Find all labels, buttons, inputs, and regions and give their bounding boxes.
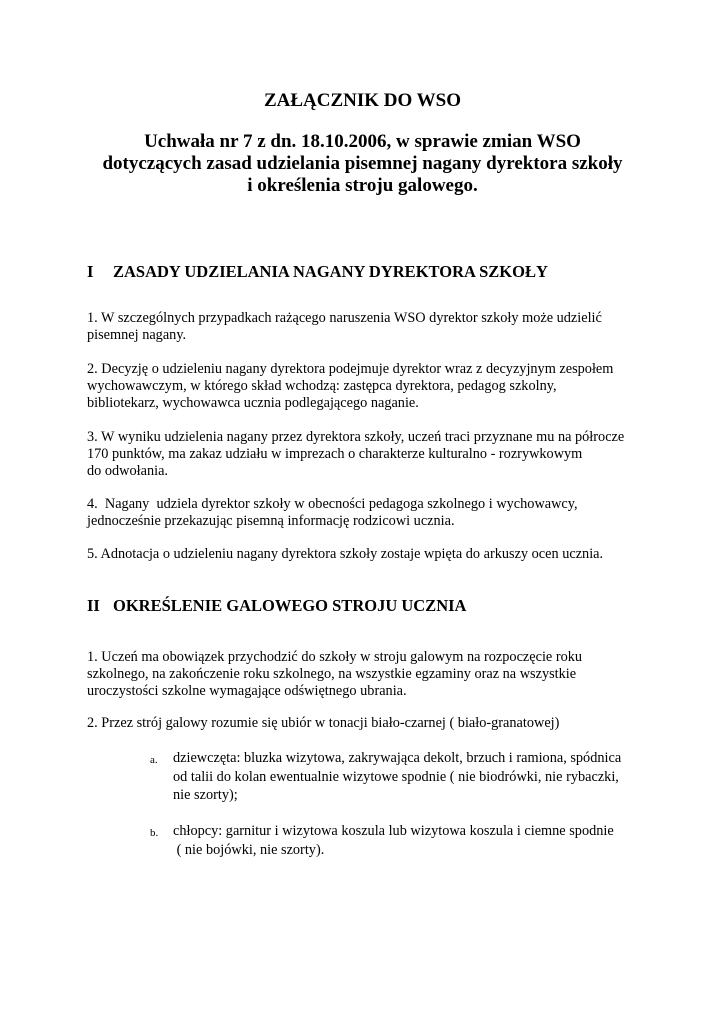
section-title: ZASADY UDZIELANIA NAGANY DYREKTORA SZKOŁY <box>113 262 548 281</box>
list-marker: a. <box>150 754 158 766</box>
list-item-line: od talii do kolan ewentualnie wizytowe spodnie ( nie biodrówki, nie rybaczki, <box>173 768 619 785</box>
section-number: II <box>87 596 100 615</box>
paragraph-line: wychowawczym, w którego skład wchodzą: zastępca dyrektora, pedagog szkolny, <box>87 378 557 394</box>
list-marker: b. <box>150 827 159 839</box>
paragraph <box>87 715 559 732</box>
paragraph-line: 1. W szczególnych przypadkach rażącego naruszenia WSO dyrektor szkoły może udzielić <box>87 310 602 326</box>
paragraph-line: 2. Decyzję o udzieleniu nagany dyrektora podejmuje dyrektor wraz z decyzyjnym zespołem <box>87 361 614 377</box>
document-title: ZAŁĄCZNIK DO WSO <box>263 90 462 111</box>
list-item-line: chłopcy: garnitur i wizytowa koszula lub wizytowa koszula i ciemne spodnie <box>173 823 614 839</box>
section-heading-2 <box>87 596 466 616</box>
list-item-line: ( nie bojówki, nie szorty). <box>173 841 325 858</box>
paragraph-line: pisemnej nagany. <box>87 327 187 343</box>
paragraph <box>87 429 624 480</box>
paragraph-line: 1. Uczeń ma obowiązek przychodzić do szkoły w stroju galowym na rozpoczęcie roku <box>87 649 583 665</box>
paragraph <box>87 649 582 700</box>
paragraph-line: bibliotekarz, wychowawca ucznia podlegającego naganie. <box>87 395 419 411</box>
list-item <box>173 749 621 805</box>
section-heading-1 <box>87 262 548 282</box>
list-item-line: dziewczęta: bluzka wizytowa, zakrywająca dekolt, brzuch i ramiona, spódnica <box>173 750 622 766</box>
paragraph-line: do odwołania. <box>87 463 168 479</box>
paragraph-line: szkolnego, na zakończenie roku szkolnego, na wszystkie egzaminy oraz na wszystkie <box>87 666 577 682</box>
paragraph-line: uroczystości szkolne wymagające odświętnego ubrania. <box>87 683 407 699</box>
resolution-subtitle <box>0 131 725 197</box>
paragraph-line: jednocześnie przekazując pisemną informację rodzicowi ucznia. <box>87 513 455 529</box>
list-item-line: nie szorty); <box>173 787 238 803</box>
paragraph-line: 4. Nagany udziela dyrektor szkoły w obecności pedagoga szkolnego i wychowawcy, <box>87 496 578 512</box>
section-number: I <box>87 262 94 281</box>
section-title: OKREŚLENIE GALOWEGO STROJU UCZNIA <box>113 596 467 615</box>
paragraph-line: 3. W wyniku udzielenia nagany przez dyrektora szkoły, uczeń traci przyznane mu na półrocze <box>87 429 625 445</box>
paragraph-line: 5. Adnotacja o udzieleniu nagany dyrektora szkoły zostaje wpięta do arkuszy ocen ucznia. <box>87 546 604 562</box>
paragraph-line: 2. Przez strój galowy rozumie się ubiór w tonacji biało-czarnej ( biało-granatowej) <box>87 715 560 731</box>
paragraph <box>87 546 603 563</box>
subtitle-line: i określenia stroju galowego. <box>247 175 478 196</box>
list-item <box>173 822 614 859</box>
paragraph-line: 170 punktów, ma zakaz udziału w imprezach o charakterze kulturalno - rozrywkowym <box>87 446 583 462</box>
paragraph <box>87 310 602 344</box>
subtitle-line: dotyczących zasad udzielania pisemnej nagany dyrektora szkoły <box>102 153 623 174</box>
subtitle-line: Uchwała nr 7 z dn. 18.10.2006, w sprawie zmian WSO <box>144 131 581 152</box>
paragraph <box>87 361 613 412</box>
paragraph <box>87 496 578 530</box>
